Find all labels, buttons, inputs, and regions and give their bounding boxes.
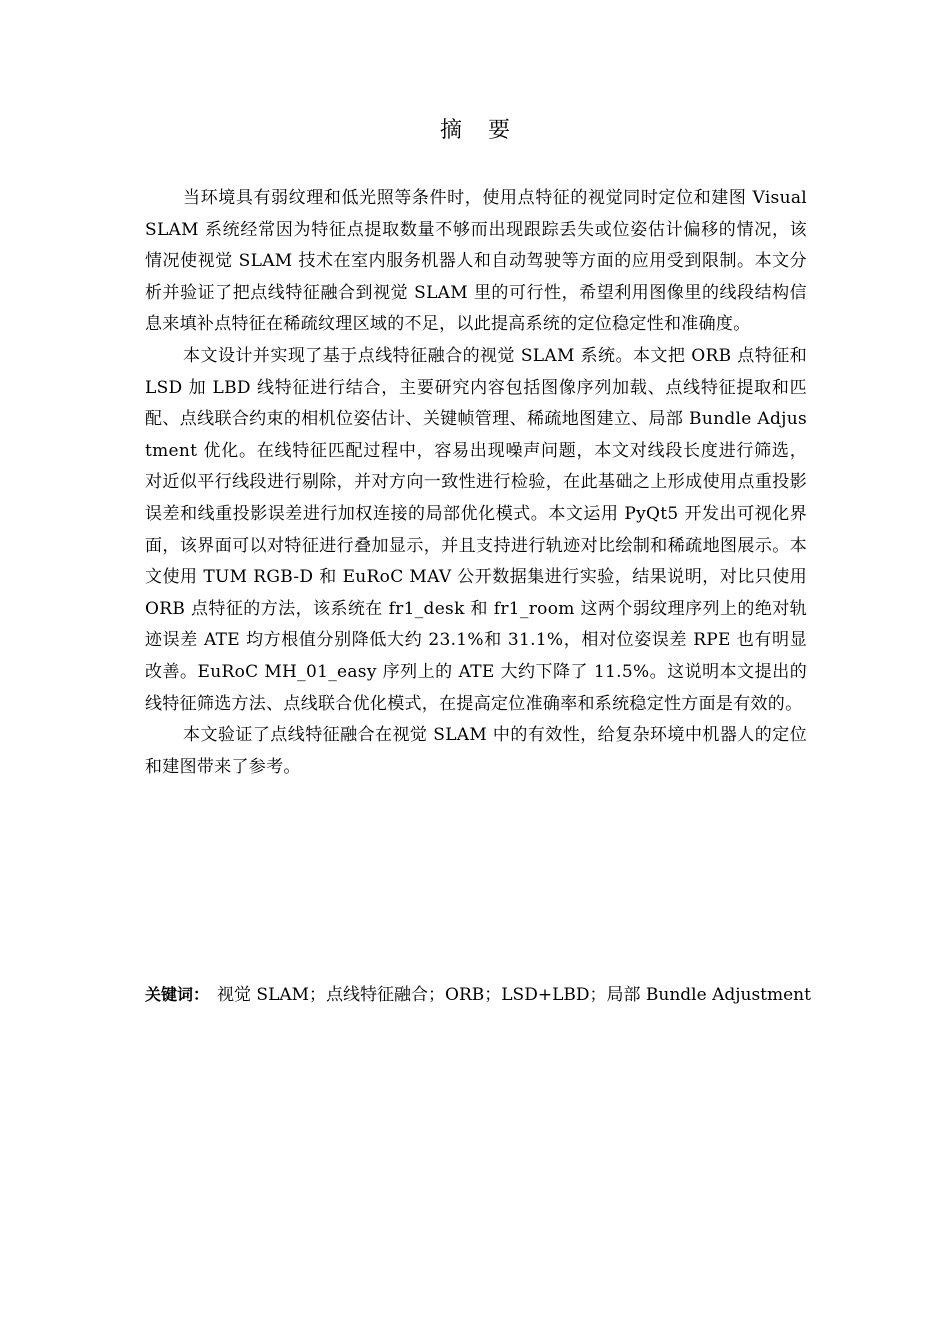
abstract-paragraph-3: 本文验证了点线特征融合在视觉 SLAM 中的有效性，给复杂环境中机器人的定位和建图带来了参考。	[145, 725, 807, 777]
abstract-paragraph-1: 当环境具有弱纹理和低光照等条件时，使用点特征的视觉同时定位和建图 Visual SLAM 系统经常因为特征点提取数量不够而出现跟踪丢失或位姿估计偏移的情况，该情况使视觉 SLAM 技术在室内服务机器人和自动驾驶等方面的应用受到限制。本文分析并验证了把点线特征融合到视觉 SLAM 里的可行性，希望利用图像里的线段结构信息来填补点特征在稀疏纹理区域的不足，以此提高系统的定位稳定性和准确度。	[145, 188, 807, 335]
keywords-label: 关键词：	[145, 985, 210, 1004]
abstract-title: 摘要	[439, 118, 536, 143]
keywords-line	[145, 980, 815, 1010]
keywords-text: 视觉 SLAM；点线特征融合；ORB；LSD+LBD；局部 Bundle Adjustment	[217, 985, 811, 1005]
abstract-paragraph-2: 本文设计并实现了基于点线特征融合的视觉 SLAM 系统。本文把 ORB 点特征和 LSD 加 LBD 线特征进行结合，主要研究内容包括图像序列加载、点线特征提取和匹配、点线联合约束的相机位姿估计、关键帧管理、稀疏地图建立、局部 Bundle Adjustment 优化。在线特征匹配过程中，容易出现噪声问题，本文对线段长度进行筛选，对近似平行线段进行剔除，并对方向一致性进行检验，在此基础之上形成使用点重投影误差和线重投影误差进行加权连接的局部优化模式。本文运用 PyQt5 开发出可视化界面，该界面可以对特征进行叠加显示，并且支持进行轨迹对比绘制和稀疏地图展示。本文使用 TUM RGB-D 和 EuRoC MAV 公开数据集进行实验，结果说明，对比只使用 ORB 点特征的方法，该系统在 fr1_desk 和 fr1_room 这两个弱纹理序列上的绝对轨迹误差 ATE 均方根值分别降低大约 23.1%和 31.1%，相对位姿误差 RPE 也有明显改善。EuRoC MH_01_easy 序列上的 ATE 大约下降了 11.5%。这说明本文提出的线特征筛选方法、点线联合优化模式，在提高定位准确率和系统稳定性方面是有效的。	[145, 345, 807, 714]
abstract-body	[145, 183, 807, 783]
